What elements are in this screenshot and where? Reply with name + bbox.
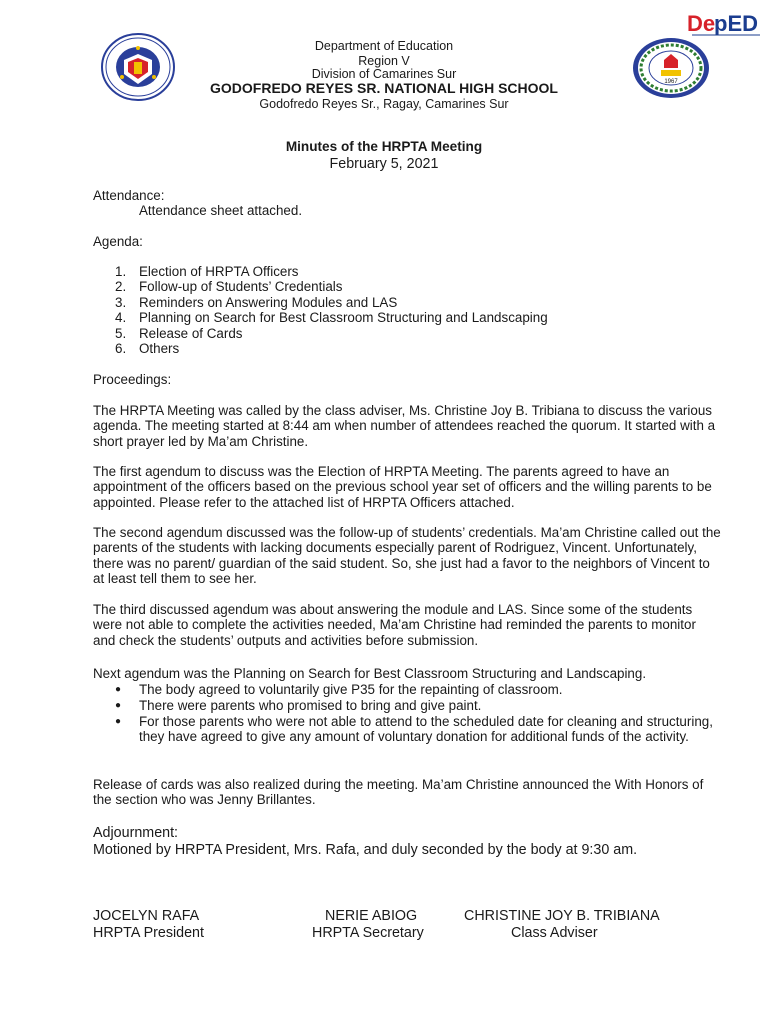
school-name: GODOFREDO REYES SR. NATIONAL HIGH SCHOOL	[210, 80, 558, 96]
division-name: Division of Camarines Sur	[311, 67, 457, 81]
signatory-role: HRPTA Secretary	[312, 925, 424, 941]
bullet-item: ● There were parents who promised to bring and give paint.	[115, 698, 482, 713]
bullet-item: ● The body agreed to voluntarily give P35 for the repainting of classroom.	[115, 682, 563, 697]
signatory-name: JOCELYN RAFA	[93, 908, 200, 924]
deped-wordmark-logo	[686, 10, 764, 36]
bullet-item: ● For those parents who were not able to attend to the scheduled date for cleaning and structuring, they have agreed to give any amount of voluntary donation for additional funds of the activity.	[115, 714, 713, 745]
department-name: Department of Education	[314, 39, 454, 53]
agenda-item: 6. Others	[115, 341, 180, 356]
bullet-icon: ●	[115, 700, 122, 711]
attendance-label: Attendance:	[93, 188, 165, 203]
agenda-item: 3. Reminders on Answering Modules and LAS	[115, 295, 398, 310]
agenda-item: 2. Follow-up of Students’ Credentials	[115, 279, 343, 294]
signatory-role: Class Adviser	[511, 925, 598, 941]
next-agendum-text: Next agendum was the Planning on Search for Best Classroom Structuring and Landscaping.	[93, 666, 647, 681]
school-address: Godofredo Reyes Sr., Ragay, Camarines Sur	[259, 97, 509, 111]
proceedings-label: Proceedings:	[93, 372, 172, 387]
svg-text:1967: 1967	[664, 79, 678, 85]
signatory-name: CHRISTINE JOY B. TRIBIANA	[464, 908, 660, 924]
bullet-icon: ●	[115, 684, 122, 695]
signatory-role: HRPTA President	[93, 925, 204, 941]
release-paragraph: Release of cards was also realized during the meeting. Ma’am Christine announced the With Honors of the section who was Jenny Brillantes.	[93, 777, 704, 808]
svg-text:De: De	[687, 11, 716, 36]
region-name: Region V	[358, 54, 410, 68]
svg-text:pED: pED	[714, 11, 758, 36]
adjournment-text: Motioned by HRPTA President, Mrs. Rafa, and duly seconded by the body at 9:30 am.	[93, 842, 638, 858]
agenda-item: 1. Election of HRPTA Officers	[115, 264, 299, 279]
bullet-icon: ●	[115, 716, 122, 727]
signatory-name: NERIE ABIOG	[325, 908, 418, 924]
proceedings-paragraph: The HRPTA Meeting was called by the class adviser, Ms. Christine Joy B. Tribiana to discuss the various agenda. The meeting started at 8:44 am when number of attendees reached the quorum. It started with a short prayer led by Ma’am Christine.	[93, 403, 716, 449]
agenda-item: 4. Planning on Search for Best Classroom Structuring and Landscaping	[115, 310, 548, 325]
proceedings-paragraph: The second agendum discussed was the follow-up of students’ credentials. Ma’am Christine called out the parents of the students with lacking documents especially parent of Rodriguez, Vincent. Unfortunately, there was no parent/ guardian of the said student. So, she just had a favor to the neighbors of Vincent to at least tell them to see her.	[93, 525, 721, 587]
attendance-text: Attendance sheet attached.	[139, 203, 303, 218]
agenda-item: 5. Release of Cards	[115, 326, 243, 341]
adjournment-label: Adjournment:	[93, 825, 179, 841]
proceedings-paragraph: The first agendum to discuss was the Election of HRPTA Meeting. The parents agreed to have an appointment of the officers based on the previous school year set of officers and the willing parents to be appointed. Please refer to the attached list of HRPTA Officers attached.	[93, 464, 712, 510]
proceedings-paragraph: The third discussed agendum was about answering the module and LAS. Since some of the students were not able to complete the activities needed, Ma’am Christine had reminded the parents to monitor and check the students’ outputs and activities before submission.	[93, 602, 696, 648]
agenda-label: Agenda:	[93, 234, 143, 249]
meeting-date: February 5, 2021	[329, 156, 439, 172]
document-title: Minutes of the HRPTA Meeting	[285, 139, 483, 154]
